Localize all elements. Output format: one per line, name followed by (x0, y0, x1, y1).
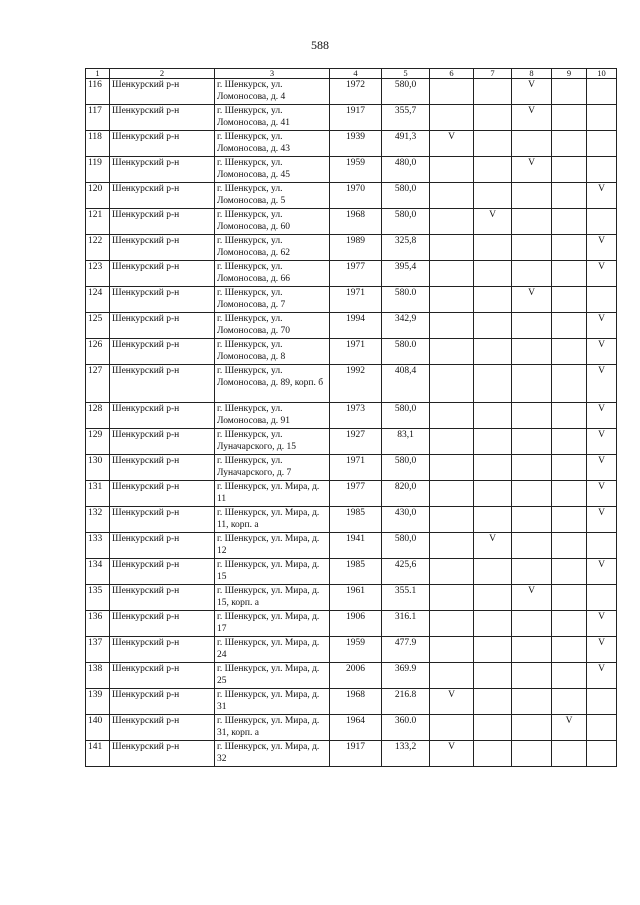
row-number-cell: 123 (86, 261, 110, 287)
column-header: 2 (110, 69, 215, 79)
mark-cell-7 (474, 261, 512, 287)
mark-cell-7 (474, 313, 512, 339)
district-cell: Шенкурский р-н (110, 611, 215, 637)
year-cell: 1917 (330, 741, 382, 767)
housing-table (85, 68, 617, 767)
mark-cell-10 (587, 209, 617, 235)
address-cell: г. Шенкурск, ул. Мира, д. 12 (215, 533, 330, 559)
district-cell: Шенкурский р-н (110, 663, 215, 689)
address-cell: г. Шенкурск, ул. Луначарского, д. 15 (215, 429, 330, 455)
mark-cell-7 (474, 637, 512, 663)
column-header: 10 (587, 69, 617, 79)
row-number-cell: 121 (86, 209, 110, 235)
table-row (86, 365, 617, 403)
mark-cell-7 (474, 585, 512, 611)
mark-cell-6 (430, 79, 474, 105)
mark-cell-7 (474, 131, 512, 157)
mark-cell-7 (474, 105, 512, 131)
row-number-cell: 141 (86, 741, 110, 767)
table-row (86, 429, 617, 455)
address-cell: г. Шенкурск, ул. Мира, д. 15 (215, 559, 330, 585)
area-cell: 369.9 (382, 663, 430, 689)
year-cell: 1971 (330, 455, 382, 481)
column-header: 8 (512, 69, 552, 79)
mark-cell-9 (552, 481, 587, 507)
mark-cell-6 (430, 663, 474, 689)
mark-cell-10: V (587, 183, 617, 209)
table-row (86, 287, 617, 313)
mark-cell-8 (512, 637, 552, 663)
mark-cell-8 (512, 403, 552, 429)
address-cell: г. Шенкурск, ул. Ломоносова, д. 5 (215, 183, 330, 209)
mark-cell-6 (430, 715, 474, 741)
table-row (86, 261, 617, 287)
mark-cell-10 (587, 741, 617, 767)
mark-cell-10 (587, 105, 617, 131)
mark-cell-8 (512, 741, 552, 767)
mark-cell-8 (512, 131, 552, 157)
mark-cell-9 (552, 79, 587, 105)
area-cell: 430,0 (382, 507, 430, 533)
area-cell: 580,0 (382, 183, 430, 209)
mark-cell-8 (512, 611, 552, 637)
mark-cell-6 (430, 287, 474, 313)
mark-cell-9: V (552, 715, 587, 741)
header-row (86, 69, 617, 79)
row-number-cell: 137 (86, 637, 110, 663)
mark-cell-7: V (474, 533, 512, 559)
mark-cell-8 (512, 183, 552, 209)
area-cell: 360.0 (382, 715, 430, 741)
column-header: 1 (86, 69, 110, 79)
mark-cell-9 (552, 637, 587, 663)
column-header: 5 (382, 69, 430, 79)
address-cell: г. Шенкурск, ул. Ломоносова, д. 4 (215, 79, 330, 105)
mark-cell-7 (474, 741, 512, 767)
area-cell: 580,0 (382, 533, 430, 559)
address-cell: г. Шенкурск, ул. Луначарского, д. 7 (215, 455, 330, 481)
mark-cell-8: V (512, 157, 552, 183)
mark-cell-10 (587, 157, 617, 183)
year-cell: 1968 (330, 689, 382, 715)
mark-cell-10: V (587, 261, 617, 287)
year-cell: 1977 (330, 261, 382, 287)
area-cell: 580,0 (382, 209, 430, 235)
mark-cell-8 (512, 235, 552, 261)
area-cell: 580,0 (382, 403, 430, 429)
mark-cell-7 (474, 611, 512, 637)
mark-cell-9 (552, 689, 587, 715)
mark-cell-10 (587, 715, 617, 741)
mark-cell-6 (430, 429, 474, 455)
area-cell: 580.0 (382, 339, 430, 365)
area-cell: 477.9 (382, 637, 430, 663)
mark-cell-8 (512, 261, 552, 287)
row-number-cell: 122 (86, 235, 110, 261)
district-cell: Шенкурский р-н (110, 365, 215, 403)
area-cell: 342,9 (382, 313, 430, 339)
mark-cell-9 (552, 209, 587, 235)
address-cell: г. Шенкурск, ул. Ломоносова, д. 41 (215, 105, 330, 131)
area-cell: 480,0 (382, 157, 430, 183)
table-row (86, 507, 617, 533)
mark-cell-6 (430, 157, 474, 183)
district-cell: Шенкурский р-н (110, 585, 215, 611)
mark-cell-10: V (587, 559, 617, 585)
mark-cell-6 (430, 183, 474, 209)
mark-cell-9 (552, 313, 587, 339)
mark-cell-6 (430, 261, 474, 287)
table-row (86, 689, 617, 715)
mark-cell-8 (512, 689, 552, 715)
mark-cell-10: V (587, 339, 617, 365)
table-row (86, 339, 617, 365)
district-cell: Шенкурский р-н (110, 209, 215, 235)
district-cell: Шенкурский р-н (110, 559, 215, 585)
mark-cell-8 (512, 559, 552, 585)
mark-cell-6 (430, 481, 474, 507)
mark-cell-7 (474, 157, 512, 183)
district-cell: Шенкурский р-н (110, 261, 215, 287)
mark-cell-8 (512, 507, 552, 533)
table-row (86, 481, 617, 507)
mark-cell-6 (430, 533, 474, 559)
row-number-cell: 140 (86, 715, 110, 741)
mark-cell-9 (552, 157, 587, 183)
year-cell: 1959 (330, 637, 382, 663)
address-cell: г. Шенкурск, ул. Мира, д. 25 (215, 663, 330, 689)
mark-cell-6 (430, 403, 474, 429)
mark-cell-9 (552, 585, 587, 611)
mark-cell-6 (430, 637, 474, 663)
mark-cell-7 (474, 365, 512, 403)
table-row (86, 663, 617, 689)
year-cell: 1941 (330, 533, 382, 559)
row-number-cell: 139 (86, 689, 110, 715)
year-cell: 1970 (330, 183, 382, 209)
area-cell: 83,1 (382, 429, 430, 455)
mark-cell-6: V (430, 741, 474, 767)
mark-cell-7 (474, 689, 512, 715)
column-header: 4 (330, 69, 382, 79)
mark-cell-9 (552, 287, 587, 313)
mark-cell-10 (587, 585, 617, 611)
mark-cell-10: V (587, 235, 617, 261)
year-cell: 1927 (330, 429, 382, 455)
column-header: 7 (474, 69, 512, 79)
address-cell: г. Шенкурск, ул. Мира, д. 24 (215, 637, 330, 663)
year-cell: 2006 (330, 663, 382, 689)
table-row (86, 313, 617, 339)
address-cell: г. Шенкурск, ул. Мира, д. 17 (215, 611, 330, 637)
mark-cell-9 (552, 663, 587, 689)
mark-cell-10: V (587, 663, 617, 689)
mark-cell-6 (430, 365, 474, 403)
row-number-cell: 132 (86, 507, 110, 533)
year-cell: 1989 (330, 235, 382, 261)
district-cell: Шенкурский р-н (110, 339, 215, 365)
mark-cell-7 (474, 339, 512, 365)
mark-cell-6 (430, 235, 474, 261)
row-number-cell: 120 (86, 183, 110, 209)
mark-cell-6: V (430, 131, 474, 157)
table-row (86, 183, 617, 209)
row-number-cell: 119 (86, 157, 110, 183)
mark-cell-9 (552, 429, 587, 455)
row-number-cell: 138 (86, 663, 110, 689)
mark-cell-8 (512, 313, 552, 339)
mark-cell-9 (552, 235, 587, 261)
mark-cell-7 (474, 455, 512, 481)
mark-cell-10: V (587, 611, 617, 637)
row-number-cell: 133 (86, 533, 110, 559)
mark-cell-6 (430, 585, 474, 611)
row-number-cell: 125 (86, 313, 110, 339)
table-row (86, 611, 617, 637)
row-number-cell: 124 (86, 287, 110, 313)
mark-cell-9 (552, 105, 587, 131)
mark-cell-10: V (587, 365, 617, 403)
year-cell: 1992 (330, 365, 382, 403)
row-number-cell: 135 (86, 585, 110, 611)
mark-cell-10 (587, 689, 617, 715)
mark-cell-7 (474, 79, 512, 105)
area-cell: 355.1 (382, 585, 430, 611)
mark-cell-7 (474, 663, 512, 689)
mark-cell-8 (512, 533, 552, 559)
mark-cell-6 (430, 313, 474, 339)
district-cell: Шенкурский р-н (110, 689, 215, 715)
table-row (86, 637, 617, 663)
district-cell: Шенкурский р-н (110, 287, 215, 313)
column-header: 3 (215, 69, 330, 79)
mark-cell-8: V (512, 79, 552, 105)
mark-cell-6 (430, 339, 474, 365)
address-cell: г. Шенкурск, ул. Мира, д. 15, корп. а (215, 585, 330, 611)
mark-cell-9 (552, 533, 587, 559)
table-row (86, 585, 617, 611)
district-cell: Шенкурский р-н (110, 715, 215, 741)
mark-cell-8: V (512, 105, 552, 131)
mark-cell-8: V (512, 287, 552, 313)
year-cell: 1906 (330, 611, 382, 637)
year-cell: 1971 (330, 287, 382, 313)
area-cell: 316.1 (382, 611, 430, 637)
column-header: 9 (552, 69, 587, 79)
mark-cell-9 (552, 183, 587, 209)
district-cell: Шенкурский р-н (110, 507, 215, 533)
mark-cell-6 (430, 209, 474, 235)
mark-cell-7 (474, 559, 512, 585)
address-cell: г. Шенкурск, ул. Мира, д. 31, корп. а (215, 715, 330, 741)
address-cell: г. Шенкурск, ул. Мира, д. 31 (215, 689, 330, 715)
page-number: 588 (311, 38, 329, 52)
mark-cell-7 (474, 715, 512, 741)
district-cell: Шенкурский р-н (110, 403, 215, 429)
row-number-cell: 128 (86, 403, 110, 429)
table-row (86, 455, 617, 481)
mark-cell-6 (430, 105, 474, 131)
table-row (86, 157, 617, 183)
area-cell: 408,4 (382, 365, 430, 403)
area-cell: 133,2 (382, 741, 430, 767)
mark-cell-8 (512, 209, 552, 235)
district-cell: Шенкурский р-н (110, 533, 215, 559)
area-cell: 216.8 (382, 689, 430, 715)
mark-cell-8 (512, 365, 552, 403)
mark-cell-10: V (587, 455, 617, 481)
address-cell: г. Шенкурск, ул. Ломоносова, д. 60 (215, 209, 330, 235)
row-number-cell: 117 (86, 105, 110, 131)
mark-cell-7 (474, 507, 512, 533)
table-row (86, 715, 617, 741)
mark-cell-6: V (430, 689, 474, 715)
mark-cell-9 (552, 365, 587, 403)
address-cell: г. Шенкурск, ул. Ломоносова, д. 7 (215, 287, 330, 313)
mark-cell-8 (512, 429, 552, 455)
mark-cell-8 (512, 663, 552, 689)
year-cell: 1972 (330, 79, 382, 105)
mark-cell-9 (552, 507, 587, 533)
year-cell: 1985 (330, 559, 382, 585)
table-row (86, 131, 617, 157)
mark-cell-7 (474, 235, 512, 261)
area-cell: 580.0 (382, 287, 430, 313)
district-cell: Шенкурский р-н (110, 105, 215, 131)
table-row (86, 79, 617, 105)
table-row (86, 533, 617, 559)
mark-cell-7: V (474, 209, 512, 235)
row-number-cell: 118 (86, 131, 110, 157)
address-cell: г. Шенкурск, ул. Ломоносова, д. 8 (215, 339, 330, 365)
district-cell: Шенкурский р-н (110, 481, 215, 507)
table-row (86, 235, 617, 261)
address-cell: г. Шенкурск, ул. Ломоносова, д. 66 (215, 261, 330, 287)
mark-cell-10: V (587, 429, 617, 455)
mark-cell-9 (552, 455, 587, 481)
mark-cell-10 (587, 533, 617, 559)
mark-cell-8 (512, 715, 552, 741)
year-cell: 1968 (330, 209, 382, 235)
mark-cell-6 (430, 559, 474, 585)
area-cell: 580,0 (382, 455, 430, 481)
address-cell: г. Шенкурск, ул. Ломоносова, д. 89, корп. б (215, 365, 330, 403)
mark-cell-10 (587, 131, 617, 157)
mark-cell-10: V (587, 403, 617, 429)
column-header: 6 (430, 69, 474, 79)
year-cell: 1917 (330, 105, 382, 131)
district-cell: Шенкурский р-н (110, 313, 215, 339)
district-cell: Шенкурский р-н (110, 183, 215, 209)
table-row (86, 403, 617, 429)
mark-cell-7 (474, 403, 512, 429)
area-cell: 395,4 (382, 261, 430, 287)
address-cell: г. Шенкурск, ул. Ломоносова, д. 45 (215, 157, 330, 183)
address-cell: г. Шенкурск, ул. Мира, д. 11 (215, 481, 330, 507)
area-cell: 491,3 (382, 131, 430, 157)
table-row (86, 105, 617, 131)
area-cell: 325,8 (382, 235, 430, 261)
mark-cell-7 (474, 481, 512, 507)
district-cell: Шенкурский р-н (110, 429, 215, 455)
mark-cell-10: V (587, 481, 617, 507)
area-cell: 580,0 (382, 79, 430, 105)
row-number-cell: 129 (86, 429, 110, 455)
mark-cell-8 (512, 339, 552, 365)
mark-cell-9 (552, 611, 587, 637)
year-cell: 1994 (330, 313, 382, 339)
year-cell: 1939 (330, 131, 382, 157)
mark-cell-9 (552, 339, 587, 365)
table-row (86, 741, 617, 767)
mark-cell-9 (552, 403, 587, 429)
mark-cell-7 (474, 429, 512, 455)
mark-cell-10: V (587, 637, 617, 663)
mark-cell-7 (474, 287, 512, 313)
year-cell: 1971 (330, 339, 382, 365)
mark-cell-6 (430, 611, 474, 637)
mark-cell-8 (512, 455, 552, 481)
address-cell: г. Шенкурск, ул. Ломоносова, д. 62 (215, 235, 330, 261)
district-cell: Шенкурский р-н (110, 157, 215, 183)
mark-cell-9 (552, 131, 587, 157)
district-cell: Шенкурский р-н (110, 131, 215, 157)
address-cell: г. Шенкурск, ул. Мира, д. 11, корп. а (215, 507, 330, 533)
row-number-cell: 130 (86, 455, 110, 481)
address-cell: г. Шенкурск, ул. Ломоносова, д. 43 (215, 131, 330, 157)
table-row (86, 559, 617, 585)
year-cell: 1973 (330, 403, 382, 429)
district-cell: Шенкурский р-н (110, 455, 215, 481)
mark-cell-6 (430, 455, 474, 481)
mark-cell-9 (552, 261, 587, 287)
table-row (86, 209, 617, 235)
row-number-cell: 126 (86, 339, 110, 365)
mark-cell-6 (430, 507, 474, 533)
row-number-cell: 116 (86, 79, 110, 105)
year-cell: 1959 (330, 157, 382, 183)
area-cell: 820,0 (382, 481, 430, 507)
year-cell: 1977 (330, 481, 382, 507)
year-cell: 1961 (330, 585, 382, 611)
address-cell: г. Шенкурск, ул. Мира, д. 32 (215, 741, 330, 767)
mark-cell-8: V (512, 585, 552, 611)
row-number-cell: 136 (86, 611, 110, 637)
mark-cell-10: V (587, 507, 617, 533)
address-cell: г. Шенкурск, ул. Ломоносова, д. 91 (215, 403, 330, 429)
mark-cell-10 (587, 79, 617, 105)
area-cell: 355,7 (382, 105, 430, 131)
row-number-cell: 134 (86, 559, 110, 585)
area-cell: 425,6 (382, 559, 430, 585)
mark-cell-10: V (587, 313, 617, 339)
year-cell: 1985 (330, 507, 382, 533)
mark-cell-9 (552, 559, 587, 585)
year-cell: 1964 (330, 715, 382, 741)
row-number-cell: 127 (86, 365, 110, 403)
mark-cell-9 (552, 741, 587, 767)
district-cell: Шенкурский р-н (110, 79, 215, 105)
district-cell: Шенкурский р-н (110, 235, 215, 261)
row-number-cell: 131 (86, 481, 110, 507)
address-cell: г. Шенкурск, ул. Ломоносова, д. 70 (215, 313, 330, 339)
mark-cell-8 (512, 481, 552, 507)
mark-cell-10 (587, 287, 617, 313)
mark-cell-7 (474, 183, 512, 209)
district-cell: Шенкурский р-н (110, 741, 215, 767)
district-cell: Шенкурский р-н (110, 637, 215, 663)
